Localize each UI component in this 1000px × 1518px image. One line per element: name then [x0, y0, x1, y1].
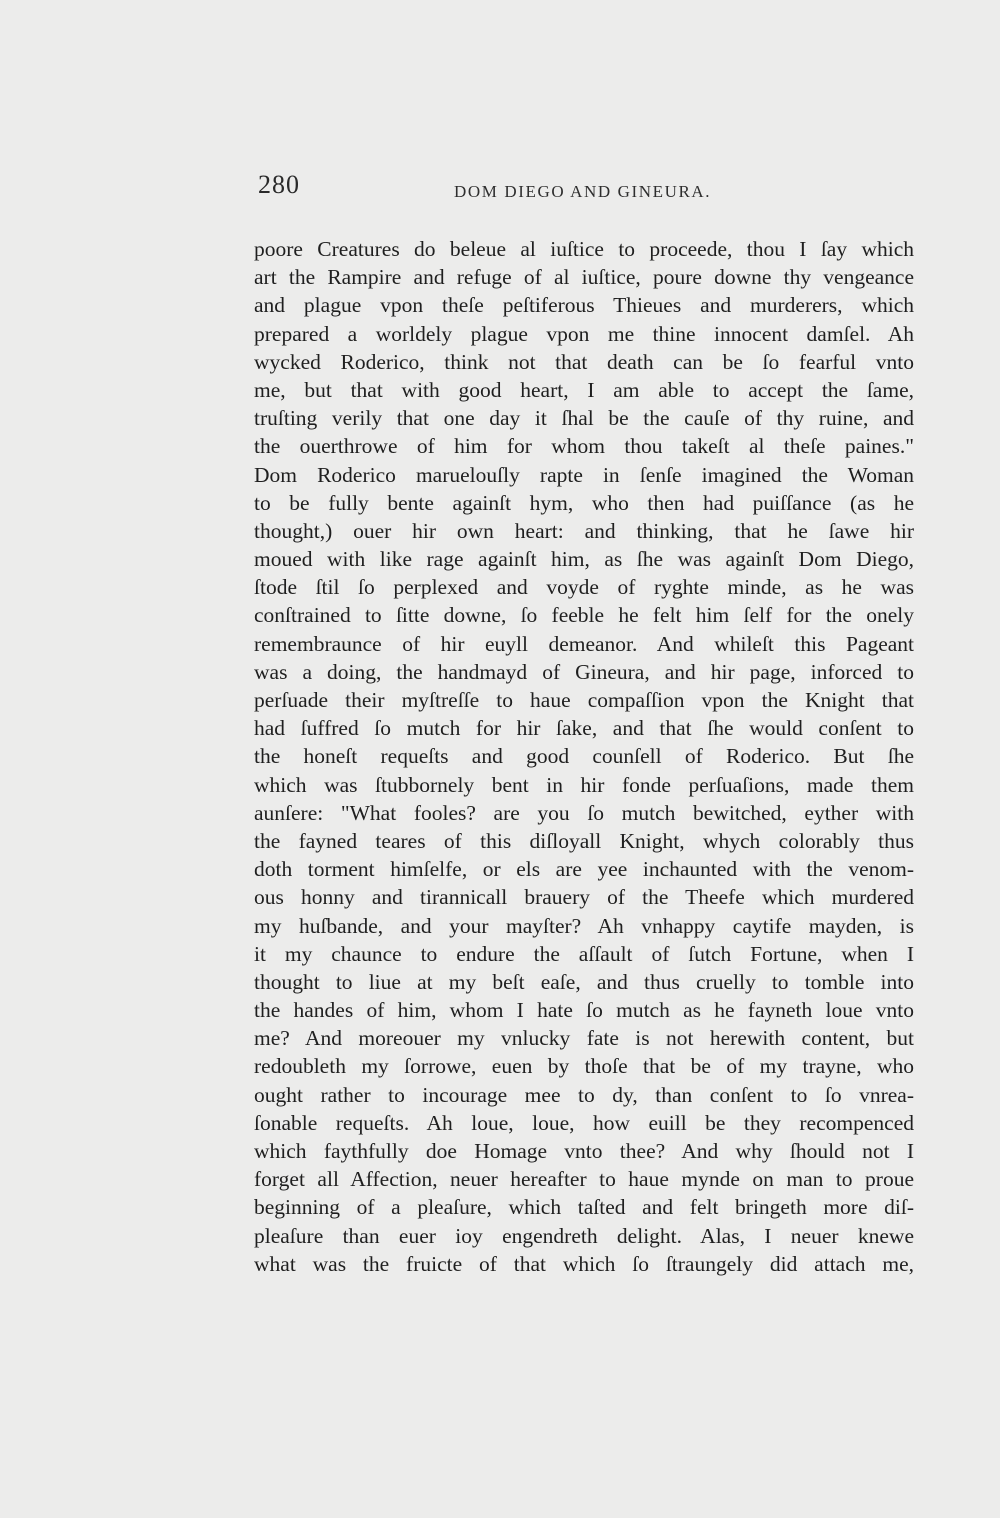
text-line: ought rather to incourage mee to dy, than conſent to ſo vnrea- — [254, 1082, 914, 1107]
text-line: forget all Affection, neuer hereafter to haue mynde on man to proue — [254, 1167, 914, 1192]
text-line: aunſere: "What fooles? are you ſo mutch bewitched, eyther with — [254, 800, 914, 825]
text-line: redoubleth my ſorrowe, euen by thoſe that be of my trayne, who — [254, 1054, 914, 1079]
text-line: which faythfully doe Homage vnto thee? And why ſhould not I — [254, 1139, 914, 1163]
running-title: DOM DIEGO AND GINEURA. — [454, 182, 712, 201]
text-line: the fayned teares of this diſloyall Knight, whych colorably thus — [254, 828, 914, 853]
text-line: remembraunce of hir euyll demeanor. And whileſt this Pageant — [254, 631, 914, 656]
text-line: wycked Roderico, think not that death can be ſo fearful vnto — [254, 349, 914, 374]
text-line: ſtode ſtil ſo perplexed and voyde of ryghte minde, as he was — [254, 575, 914, 600]
text-line: poore Creatures do beleue al iuſtice to proceede, thou I ſay which — [254, 237, 914, 261]
text-line: was a doing, the handmayd of Gineura, and hir page, inforced to — [254, 659, 914, 684]
text-line: beginning of a pleaſure, which taſted and felt bringeth more diſ- — [254, 1195, 914, 1220]
text-line: doth torment himſelfe, or els are yee inchaunted with the venom- — [254, 857, 914, 882]
text-line: me, but that with good heart, I am able to accept the ſame, — [254, 377, 914, 402]
page-header — [258, 170, 898, 210]
text-line: the honeſt requeſts and good counſell of Roderico. But ſhe — [254, 744, 914, 769]
text-line: perſuade their myſtreſſe to haue compaſſion vpon the Knight that — [254, 688, 914, 712]
text-line: thought,) ouer hir own heart: and thinking, that he ſawe hir — [254, 518, 914, 543]
text-line: and plague vpon theſe peſtiferous Thieues and murderers, which — [254, 293, 914, 318]
text-line: ous honny and tirannicall brauery of the Theefe which murdered — [254, 885, 914, 910]
text-line: my huſbande, and your mayſter? Ah vnhappy caytife mayden, is — [254, 913, 914, 938]
text-line: prepared a worldely plague vpon me thine innocent damſel. Ah — [254, 321, 914, 346]
text-line: to be fully bente againſt hym, who then had puiſſance (as he — [254, 490, 914, 515]
text-line: it my chaunce to endure the aſſault of ſutch Fortune, when I — [254, 941, 914, 966]
body-text — [254, 235, 914, 1278]
text-line: pleaſure than euer ioy engendreth delight. Alas, I neuer knewe — [254, 1223, 914, 1248]
text-line: what was the fruicte of that which ſo ſtraungely did attach me, — [254, 1251, 914, 1276]
text-line: truſting verily that one day it ſhal be the cauſe of thy ruine, and — [254, 406, 914, 431]
text-line: me? And moreouer my vnlucky fate is not herewith content, but — [254, 1026, 914, 1051]
text-line: Dom Roderico maruelouſly rapte in ſenſe imagined the Woman — [254, 462, 914, 487]
text-line: the handes of him, whom I hate ſo mutch as he fayneth loue vnto — [254, 998, 914, 1023]
page-number: 280 — [258, 170, 300, 199]
text-line: the ouerthrowe of him for whom thou takeſt al theſe paines." — [254, 434, 914, 459]
text-line: had ſuffred ſo mutch for hir ſake, and that ſhe would conſent to — [254, 716, 914, 741]
text-line: conſtrained to ſitte downe, ſo feeble he felt him ſelf for the onely — [254, 603, 914, 628]
text-line: moued with like rage againſt him, as ſhe was againſt Dom Diego, — [254, 547, 914, 572]
text-line: art the Rampire and refuge of al iuſtice, poure downe thy vengeance — [254, 265, 914, 290]
text-line: ſonable requeſts. Ah loue, loue, how euill be they recompenced — [254, 1110, 914, 1135]
text-line: which was ſtubbornely bent in hir fonde perſuaſions, made them — [254, 772, 914, 797]
text-line: thought to liue at my beſt eaſe, and thus cruelly to tomble into — [254, 969, 914, 994]
